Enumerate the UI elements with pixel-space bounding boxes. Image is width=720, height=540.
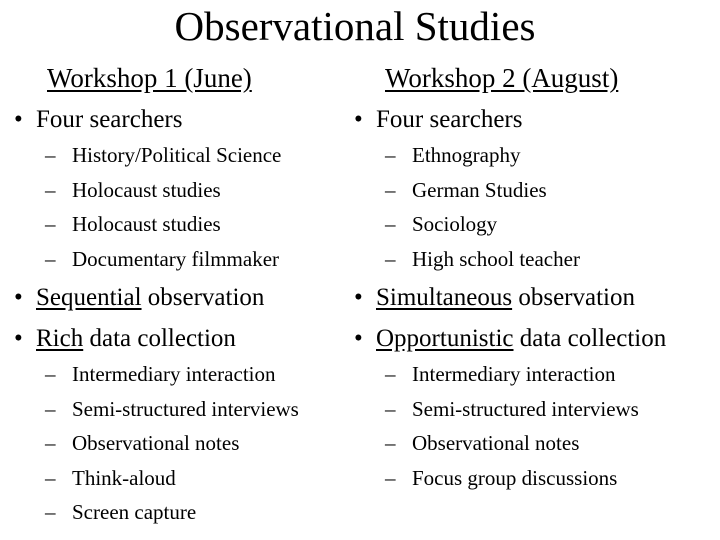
sub-item: – Focus group discussions <box>385 466 618 490</box>
emphasis-text: Simultaneous <box>376 284 513 311</box>
sub-item: – Semi-structured interviews <box>45 397 299 421</box>
sub-item: – German Studies <box>385 178 547 202</box>
bullet-data-collection: • Rich data collection <box>14 325 236 352</box>
emphasis-text: Rich <box>36 325 84 352</box>
bullet-four-searchers: • Four searchers <box>354 106 523 133</box>
bullet-observation: • Simultaneous observation <box>354 284 635 311</box>
sub-item: – Sociology <box>385 212 498 236</box>
emphasis-text: Opportunistic <box>376 325 514 352</box>
sub-item: – Screen capture <box>45 500 197 524</box>
sub-item: – Documentary filmmaker <box>45 247 280 271</box>
sub-item: – Holocaust studies <box>45 212 221 236</box>
bullet-symbol: • <box>14 106 23 133</box>
slide-title: Observational Studies <box>174 3 536 49</box>
sub-item: – Semi-structured interviews <box>385 397 639 421</box>
sub-item: – Think-aloud <box>45 466 176 490</box>
workshop-1-heading: Workshop 1 (June) <box>47 63 252 93</box>
sub-item: – Intermediary interaction <box>45 362 276 386</box>
bullet-observation: • Sequential observation <box>14 284 265 311</box>
sub-item: – Intermediary interaction <box>385 362 616 386</box>
bullet-data-collection: • Opportunistic data collection <box>354 325 667 352</box>
sub-item: – Observational notes <box>45 431 240 455</box>
emphasis-text: Sequential <box>36 284 142 311</box>
sub-item: – Observational notes <box>385 431 580 455</box>
sub-item: – History/Political Science <box>45 143 282 167</box>
workshop-2-heading: Workshop 2 (August) <box>385 63 619 93</box>
bullet-four-searchers <box>14 105 182 135</box>
sub-item: – Holocaust studies <box>45 178 221 202</box>
bullet-text: Four searchers <box>36 106 183 133</box>
sub-item: – Ethnography <box>385 143 521 167</box>
sub-item: – High school teacher <box>385 247 580 271</box>
